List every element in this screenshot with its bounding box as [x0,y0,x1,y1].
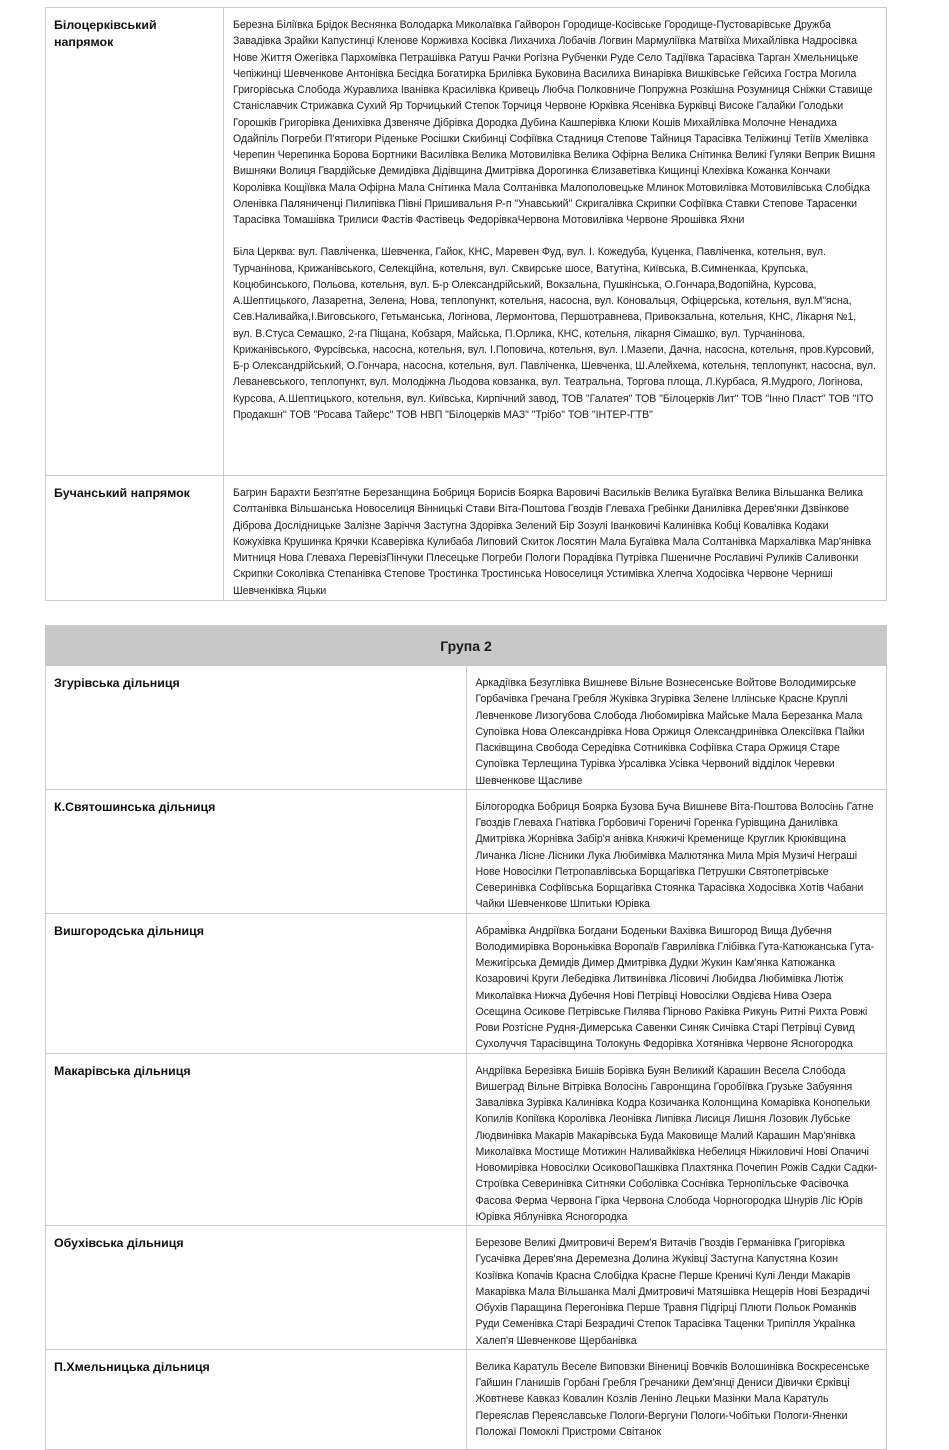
district-name: Згурівська дільниця [46,666,467,790]
direction-name: Білоцерківський напрямок [46,8,224,476]
table-row [46,8,887,476]
direction-name: Бучанський напрямок [46,476,224,601]
district-name: Вишгородська дільниця [46,913,467,1053]
settlements-list: Білогородка Бобриця Боярка Бузова Буча Вишневе Віта-Поштова Волосінь Гатне Гвоздів Глеваха Гнатівка Горбовичі Гореничі Горенка Гурівщина Данилівка Дмитрівка Жорнівка Забір'я анівка Княжичі Кременище Круглик Крюківщина Личанка Лісне Лісники Лука Любимівка Малютянка Мила Мрія Музичі Неграші Нове Новосілки Петропавлівська Борщагівка Петрушки Святопетрівське Северинівка Софіївська Борщагівка Стоянка Тарасівка Ходосівка Хотів Чабани Чайки Шевченкове Шпитьки Юрівка [466,789,887,913]
table-row [46,1053,887,1226]
group-header: Група 2 [46,626,887,666]
district-name: Макарівська дільниця [46,1053,467,1226]
settlements-list: Березна Біліївка Брідок Веснянка Володарка Миколаївка Гайворон Городище-Косівське Городище-Пустоварівське Дружба Завадівка Зрайки Капустинці Кленове Корживха Косівка Лихачиха Лобачів Логвин Мармуліївка Матвіїха Михайлівка Надросівка Нове Життя Ожегівка Пархомівка Петрашівка Ратуш Рачки Рогізна Рубченки Руде Село Тадіївка Тарасівка Тарган Хмельницьке Чепіжинці Шевченкове Антонівка Бесідка Богатирка Брилівка Буковина Василиха Винарівка Вишківське Гейсиха Гостра Могила Григорівська Слобода Журавлиха Іванівка Красилівка Кривець Любча Полковниче Попружна Розкішна Розумниця Сніжки Ставище Станіславчик Стрижавка Сухий Яр Торчицький Степок Торчиця Червоне Юрківка Ясенівка Бурківці Високе Галайки Голодьки Горошків Григорівка Денихівка Дзвеняче Дібрівка Дородка Дубина Кашперівка Клюки Кошів Михайлівка Молочне Ненадиха Одайпіль Погреби П'ятигори Ріденьке Росішки Скибинці Софіївка Стадниця Степове Тайниця Тарасівка Теліжинці Тетіїв Хмелівка Черепин Черепинка Борова Бортники Василівка Велика Мотовилівка Велика Офірна Велика Снітинка Великі Гуляки Веприк Вишня Вишняки Волиця Гвардійське Демидівка Дідівщина Дмитрівка Дорогинка Єлизаветівка Кищинці Клехівка Кожанка Кончаки Королівка Кощіївка Мала Офірна Мала Снітинка Мала Солтанівка Малополовецьке Млинок Мотовилівка Мотовилівська Слобідка Оленівка Паляниченці Пилипівка Півні Пришивальня Р-п "Унавський" Скригалівка Скрипки Софіївка Ставки Степове Тарасенки Тарасівка Томашівка Трилиси Фастів Фастівець ФедорівкаЧервона Мотовилівка Червоне Ярошівка Яхни [233,19,876,226]
settlements-list: Абрамівка Андріївка Богдани Боденьки Вахівка Вишгород Вища Дубечня Володимирівка Вороньківка Воропаїв Гаврилівка Глібівка Гута-Катюжанська Гута-Межигірська Демидів Димер Дмитрівка Дудки Жукин Кам'янка Катюжанка Козаровичі Круги Лебедівка Литвинівка Лісовичі Любидва Любимівка Лютіж Миколаївка Нижча Дубечня Нові Петрівці Новосілки Овдієва Нива Озера Осещина Осикове Петрівське Пилява Пірново Раківка Рикунь Ритні Рихта Ровжі Рови Розтісне Рудня-Димерська Савенки Синяк Сичівка Старі Петрівці Сувид Сухолуччя Тарасівщина Толокунь Федорівка Хотянівка Червоне Ясногородка [466,913,887,1053]
district-name: П.Хмельницька дільниця [46,1349,467,1449]
settlements-list: Аркадіївка Безуглівка Вишневе Вільне Вознесенське Войтове Володимирське Горбачівка Гречана Гребля Жуківка Згурівка Зелене Іллінське Красне Круплі Левченкове Лизогубова Слобода Любомирівка Майське Мала Березанка Мала Супоївка Нова Олександрівка Нова Оржиця Олександринівка Олексіївка Пайки Пасківщина Свобода Середівка Сотниківка Софіївка Стара Оржиця Старе Супоївка Терлещина Турівка Урсалівка Усівка Червоний відділок Черевки Шевченкове Щасливе [466,666,887,790]
settlements-cell [224,476,887,601]
table-row [46,1226,887,1350]
table-row [46,913,887,1053]
district-name: Обухівська дільниця [46,1226,467,1350]
table-row [46,1349,887,1449]
directions-table [45,7,887,601]
table-row [46,476,887,601]
settlements-list: Андріївка Березівка Бишів Борівка Буян Великий Карашин Весела Слобода Вишеград Вільне Вітрівка Волосінь Гавронщина Горобіївка Грузьке Забуяння Завалівка Зурівка Калинівка Кодра Козичанка Колонщина Комарівка Конопельки Копилів Копіївка Королівка Леонівка Липівка Лисиця Лишня Лозовик Лубське Людвинівка Макарів Макарівська Буда Маковище Малий Карашин Мар'янівка Миколаївка Мостище Мотижин Наливайківка Небелиця Ніжиловичі Нові Опачичі Новомирівка Новосілки ОсиковоПашківка Плахтянка Почепин Рожів Садки Садки-Строївка Северинівка Ситняки Соболівка Соснівка Тернопільське Фасівочка Фасова Ферма Червона Гірка Червона Слобода Чорногородка Шнурів Ліс Юрів Юрівка Яблунівка Ясногородка [466,1053,887,1226]
table-row [46,789,887,913]
settlements-cell [224,8,887,476]
settlements-list: Багрин Барахти Безп'ятне Березанщина Бобриця Борисів Боярка Варовичі Васильків Велика Бугаївка Велика Вільшанка Велика Солтанівка Вільшанська Новоселиця Вінницькі Стави Віта-Поштова Гвоздів Глеваха Гребінки Данилівка Дерев'янки Дзвінкове Діброва Дослідницьке Залізне Заріччя Застугна Здорівка Зелений Бір Зозулі Іванковичі Калинівка Кобці Ковалівка Кодаки Кожухівка Крушинка Крячки Ксаверівка Кулибаба Липовий Скиток Лосятин Мала Бугаївка Мала Солтанівка Мархалівка Мар'янівка Митниця Нова Глеваха ПеревізПінчуки Плесецьке Погреби Пологи Порадівка Путрівка Пшеничне Рославичі Руликів Саливонки Скрипки Соколівка Степанівка Степове Тростинка Тростинська Новоселиця Устимівка Хлепча Ходосівка Червоне Черниші Шевченківка Яцьки [233,487,871,597]
group-header-row [46,626,887,666]
city-objects-list: Біла Церква: вул. Павліченка, Шевченка, Гайок, КНС, Маревен Фуд, вул. І. Кожедуба, Куценка, Павліченка, котельня, вул. Турчанінова, Крижанівського, Селекційна, котельня, вул. Сквирське шосе, Ватутіна, Київська, В.Симненкаа, Крупська, Коцюбинського, Польова, котельня, вул. Б-р Олександрійський, Вокзальна, Пушкінська, О.Гончара,Водопійна, Курсова, А.Шептицького, Лазаретна, Зелена, Нова, теплопункт, котельня, насосна, вул. Коновальця, Офіцерська, котельня, вул.М"ясна, Сев.Наливайка,І.Виговського, Гетьманська, Логінова, Лермонтова, Першотравнева, Привокзальна, котельня, КНС, Лікарня №1, вул. В.Стуса Семашко, 2-га Піщана, Кобзаря, Майська, П.Орлика, КНС, котельня, лікарня Сімашко, вул. Турчанінова, Крижанівського, Фурсівська, насосна, котельня, вул. І.Поповича, котельня, вул. І.Мазепи, Дачна, насосна, котельня, пров.Курсовий, Б-р Олександрійський, О.Гончара, насосна, котельня, вул. Павліченка, Шевченка, Ш.Алейхема, котельня, теплопункт, насосна, вул. Леваневського, теплопункт, вул. Молодіжна Льодова ковзанка, вул. Театральна, Торгова площа, Л.Курбаса, Я.Мудрого, Логінова, Курсова, А.Шептицького, котельня, вул. Київська, Кирпічний завод, ТОВ "Галатея" ТОВ "Білоцерків Лит" ТОВ "Інно Пласт" ТОВ "ІТО Продакшн" ТОВ "Росава Тайерс" ТОВ НВП "Білоцерків МАЗ" "Трібо" ТОВ "ІНТЕР-ГТВ" [233,246,876,421]
district-name: К.Святошинська дільниця [46,789,467,913]
settlements-list: Березове Великі Дмитровичі Верем'я Витачів Гвоздів Германівка Григорівка Гусачівка Дерев'яна Деремезна Долина Жуківці Застугна Капустяна Козин Козіївка Копачів Красна Слобідка Красне Перше Креничі Кулі Ленди Макарів Макарівка Мала Вільшанка Малі Дмитровичі Матяшівка Нещерів Нові Безрадичі Обухів Паращина Перегонівка Перше Травня Підгірці Плюти Польок Романків Руди Семенівка Старі Безрадичі Степок Тарасівка Таценки Трипілля Українка Халеп'я Шевченкове Щербанівка [466,1226,887,1350]
settlements-list: Велика Каратуль Веселе Виповзки Вінениці Вовчків Волошинівка Воскресенське Гайшин Гланишів Горбані Гребля Гречаники Дем'янці Дениси Дівички Єрківці Жовтневе Кавказ Ковалин Козлів Леніно Лецьки Мазінки Мала Каратуль Переяслав Переяславське Пологи-Вергуни Пологи-Чобітьки Пологи-Яненки Положаї Помоклі Пристроми Світанок [466,1349,887,1449]
group-2-table [45,625,887,1450]
table-row [46,666,887,790]
